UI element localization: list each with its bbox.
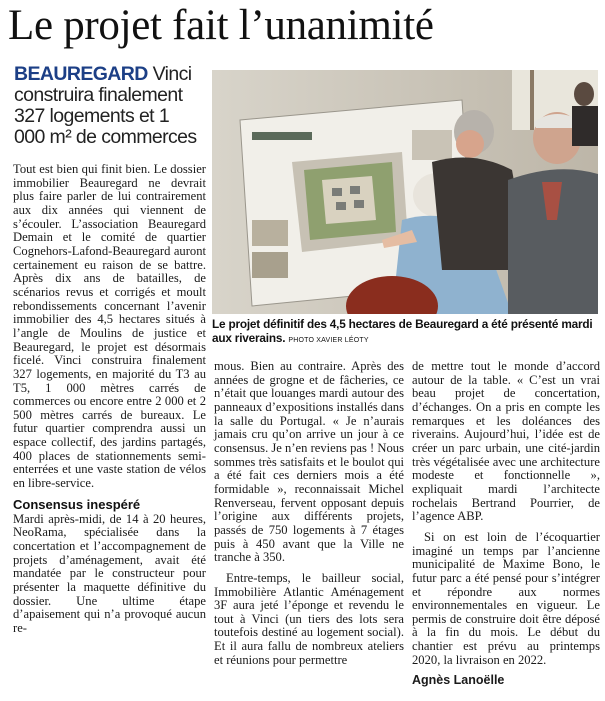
kicker: BEAUREGARD xyxy=(14,63,148,85)
paragraph-consensus-part1: Mardi après-midi, de 14 à 20 heures, NeoRama, spécialisée dans la concertation et l’accompagnement de projets d’aménagement, avait été mandatée par le constructeur pour présenter la maquette définitive du dossier. Une ultime étape d’apaisement qui n’a provoqué aucun re- xyxy=(13,511,206,635)
paragraph-bailleur-part1: Entre-temps, le bailleur social, Immobilière Atlantic Aménagement 3F aura jeté l’éponge et revendu le tout à Vinci (un tiers des lots sera toutefois destiné au logement social). Et il aura fallu de nombreux ateliers et réunions pour permettre xyxy=(214,570,404,667)
article-column-2 xyxy=(214,360,404,667)
subheading: Consensus inespéré xyxy=(13,496,141,512)
author-name: Agnès Lanoëlle xyxy=(412,673,505,688)
paragraph-bailleur-part2: de mettre tout le monde d’accord autour de la table. « C’est un vrai beau projet de concertation, d’échanges. On a pris en compte les remarques et les doléances des riverains. Aujourd’hui, l’idée est de créer un parc urbain, une cité-jardin très végétalisée avec une architecture modeste et fonctionnelle », expliquait mardi l’architecte rochelais Bertrand Pourrier, de l’agence ABP. xyxy=(412,359,600,524)
article-column-1 xyxy=(13,163,206,636)
photo-caption xyxy=(212,317,598,348)
caption-text: Le projet définitif des 4,5 hectares de Beauregard a été présenté mardi aux riverains. xyxy=(212,317,593,345)
photo-credit: PHOTO XAVIER LÉOTY xyxy=(288,337,369,344)
author-signature xyxy=(412,674,600,688)
deck-text: Vinci construira finalement 327 logements et 1 000 m² de commerces xyxy=(14,63,197,148)
article-photo xyxy=(212,70,598,314)
headline: Le projet fait l’unanimité xyxy=(8,2,434,49)
paragraph-intro: Tout est bien qui finit bien. Le dossier immobilier Beauregard ne devrait plus faire parler de lui contrairement aux dix années qui viennent de s’écouler. L’association Beauregard Demain et le comité de quartier Cognehors-Lafond-Beauregard auront certainement eu raison de se battre. Après dix ans de batailles, de scénarios revus et corrigés et moult rebondissements concernant l’avenir immobilier des 4,5 hectares situés à l’angle de Moulins de justice et Beauregard, le projet est désormais ficelé. Vinci construira finalement 327 logements, en majorité du T3 au T5, 1 000 mètres carrés de commerces ou encore entre 2 000 et 2 500 mètres carrés de bureaux. Le futur quartier comprendra aussi un espace collectif, des jardins partagés, 400 places de stationnements semi-enterrées et une vaste station de vélos en libre-service. xyxy=(13,162,206,491)
article-column-3 xyxy=(412,360,600,688)
deck xyxy=(14,64,204,148)
paragraph-ecoquartier: Si on est loin de l’écoquartier imaginé un temps par l’ancienne municipalité de Maxime Bono, le futur parc a été pensé pour s’intégrer et répondre aux normes environnementales en vigueur. Le permis de construire doit être déposé à la fin du mois. Le début du chantier est prévu au printemps 2020, la livraison en 2022. xyxy=(412,529,600,667)
photo-illustration xyxy=(212,70,598,314)
paragraph-consensus-part2: mous. Bien au contraire. Après des années de grogne et de fâcheries, ce n’était que louanges mardi autour des panneaux d’expositions installés dans la salle du Portugal. « Je n’aurais jamais cru qu’on arrive un jour à ce consensus. Je n’en reviens pas ! Nous sommes très satisfaits et le boulot qui a été fait ces derniers mois a été formidable », reconnaissait Michel Renverseau, fervent opposant depuis l’origine aux différents projets, passés de 750 logements à 7 étages puis à 450 avant que la Ville ne tranche à 350. xyxy=(214,359,404,565)
